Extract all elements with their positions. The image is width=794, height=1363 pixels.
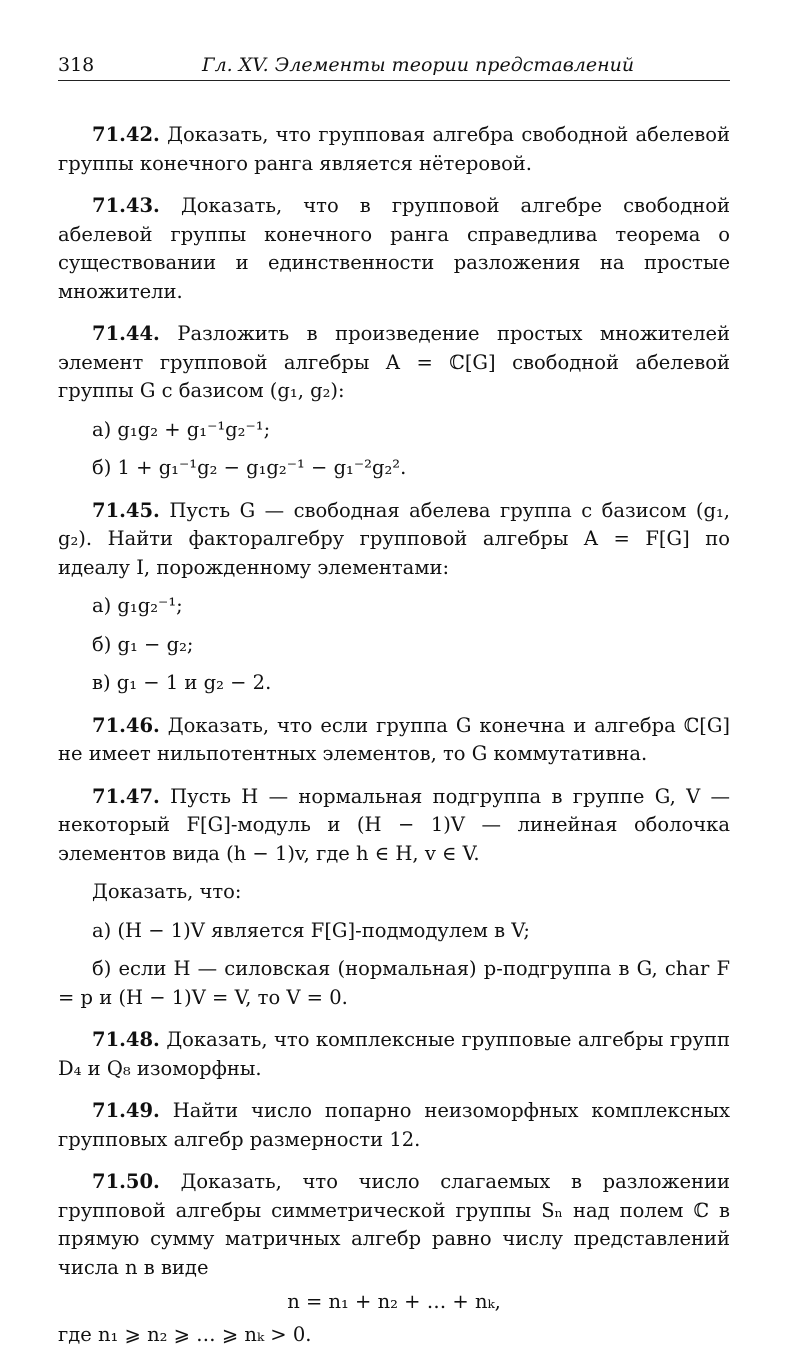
problem-71-44 — [58, 320, 730, 406]
problem-71-49 — [58, 1097, 730, 1154]
problem-text: Доказать, что комплексные групповые алгебры групп D₄ и Q₈ изоморфны. — [58, 1028, 731, 1080]
problem-number: 71.45. — [92, 498, 160, 522]
problem-text: Пусть H — нормальная подгруппа в группе G, V — некоторый F[G]-модуль и (H − 1)V — линейная оболочка элементов вида (h − 1)v, где h ∈ H, v ∈ V. — [58, 784, 731, 865]
problem-text: Доказать, что групповая алгебра свободной абелевой группы конечного ранга является нётеровой. — [58, 123, 731, 175]
problem-text: Доказать, что если группа G конечна и алгебра ℂ[G] не имеет нильпотентных элементов, то G коммутативна. — [58, 713, 731, 765]
problem-71-42 — [58, 121, 730, 178]
problem-number: 71.47. — [92, 784, 160, 808]
problem-71-46 — [58, 712, 730, 769]
prove-label: Доказать, что: — [92, 880, 242, 903]
page-number: 318 — [58, 54, 95, 76]
problem-71-45 — [58, 497, 730, 583]
list-item: а) g₁g₂⁻¹; — [92, 594, 183, 617]
page-content — [58, 121, 730, 1349]
list-item: а) g₁g₂ + g₁⁻¹g₂⁻¹; — [92, 417, 271, 441]
running-title: Гл. XV. Элементы теории представлений — [202, 54, 635, 76]
problem-text: Доказать, что в групповой алгебре свободной абелевой группы конечного ранга справедлива теорема о существовании и единственности разложения на простые множители. — [58, 194, 730, 303]
list-item: а) (H − 1)V является F[G]-подмодулем в V; — [92, 918, 530, 942]
problem-number: 71.46. — [92, 713, 160, 737]
problem-number: 71.48. — [92, 1028, 160, 1051]
problem-71-50 — [58, 1168, 730, 1282]
problem-text: Найти число попарно неизоморфных комплексных групповых алгебр размерности 12. — [58, 1099, 730, 1151]
problem-71-48 — [58, 1026, 730, 1083]
formula-condition: где n₁ ⩾ n₂ ⩾ … ⩾ nₖ > 0. — [58, 1322, 312, 1346]
problem-number: 71.42. — [92, 123, 160, 146]
problem-text: Доказать, что число слагаемых в разложении групповой алгебры симметрической группы Sₙ над полем ℂ в прямую сумму матричных алгебр равно числу представлений числа n в виде — [58, 1170, 730, 1279]
problem-text: Пусть G — свободная абелева группа с базисом (g₁, g₂). Найти факторалгебру групповой алгебры A = F[G] по идеалу I, порожденному элементами: — [58, 498, 731, 579]
problem-number: 71.49. — [92, 1099, 160, 1122]
page — [58, 52, 730, 1363]
problem-number: 71.43. — [92, 194, 160, 217]
problem-71-47 — [58, 783, 730, 869]
problem-71-43 — [58, 192, 730, 306]
page-header — [58, 52, 730, 81]
list-item: в) g₁ − 1 и g₂ − 2. — [92, 671, 272, 694]
list-item: б) g₁ − g₂; — [92, 632, 194, 656]
problem-text: Разложить в произведение простых множителей элемент групповой алгебры A = ℂ[G] свободной абелевой группы G с базисом (g₁, g₂): — [58, 322, 730, 402]
problem-number: 71.44. — [92, 322, 160, 345]
list-item: б) 1 + g₁⁻¹g₂ − g₁g₂⁻¹ − g₁⁻²g₂². — [92, 456, 407, 479]
list-item: б) если H — силовская (нормальная) p-подгруппа в G, char F = p и (H − 1)V = V, то V = 0. — [58, 957, 730, 1009]
problem-number: 71.50. — [92, 1170, 160, 1193]
display-formula: n = n₁ + n₂ + … + nₖ, — [287, 1290, 501, 1313]
